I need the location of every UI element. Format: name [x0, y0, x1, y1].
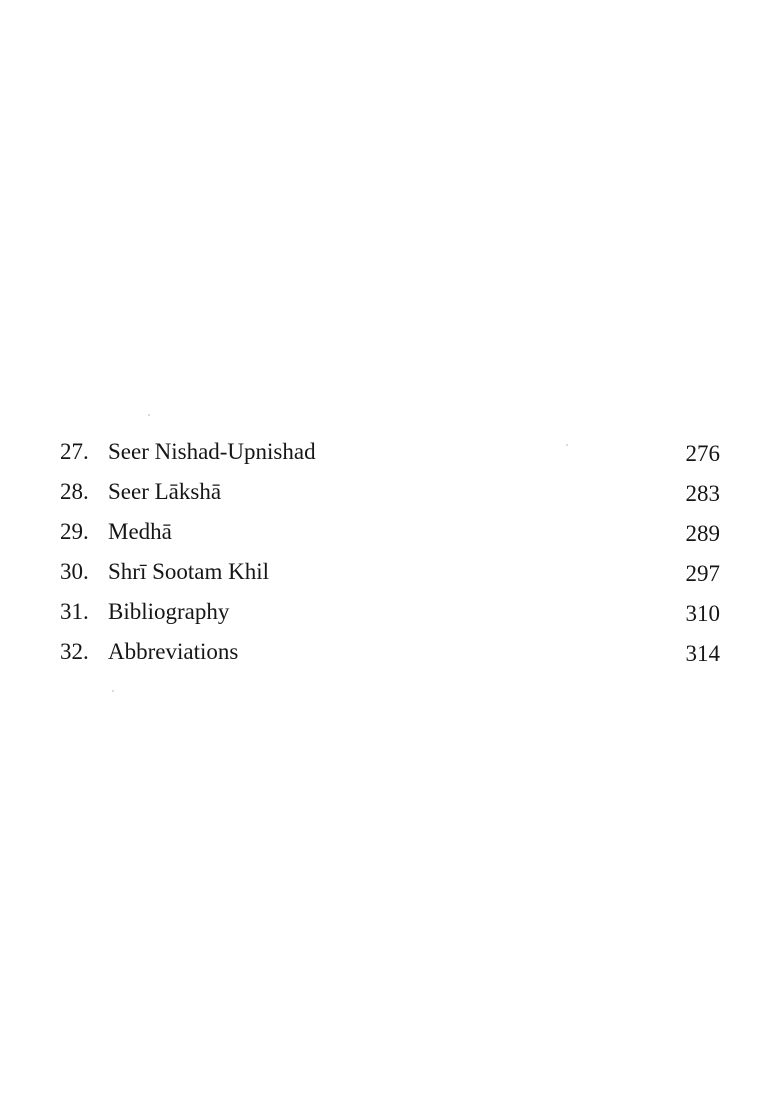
- toc-entry-page: 297: [685, 561, 720, 586]
- toc-entry[interactable]: [60, 432, 720, 472]
- toc-entry-number: 31.: [60, 599, 89, 624]
- toc-entry-title: Seer Lākshā: [108, 479, 222, 504]
- toc-entry-number: 28.: [60, 479, 89, 504]
- toc-entry-title: Bibliography: [108, 599, 230, 624]
- toc-entry-title: Seer Nishad-Upnishad: [108, 439, 316, 464]
- toc-entry-number: 27.: [60, 439, 89, 464]
- table-of-contents: [60, 432, 720, 672]
- toc-entry-number: 30.: [60, 559, 89, 584]
- toc-entry-page: 276: [685, 441, 720, 466]
- toc-entry-page: 310: [685, 601, 720, 626]
- toc-entry-number: 32.: [60, 639, 89, 664]
- toc-entry-page: 314: [685, 641, 720, 666]
- toc-entry-number: 29.: [60, 519, 89, 544]
- toc-entry-page: 283: [685, 481, 720, 506]
- toc-entry[interactable]: [60, 632, 720, 672]
- toc-entry-title: Abbreviations: [108, 639, 239, 664]
- toc-entry-title: Shrī Sootam Khil: [108, 559, 270, 584]
- toc-entry[interactable]: [60, 552, 720, 592]
- toc-entry-title: Medhā: [108, 519, 172, 544]
- paper-speck: [148, 414, 150, 416]
- toc-entry[interactable]: [60, 592, 720, 632]
- toc-entry-page: 289: [685, 521, 720, 546]
- toc-entry[interactable]: [60, 512, 720, 552]
- paper-speck: [112, 690, 114, 692]
- toc-entry[interactable]: [60, 472, 720, 512]
